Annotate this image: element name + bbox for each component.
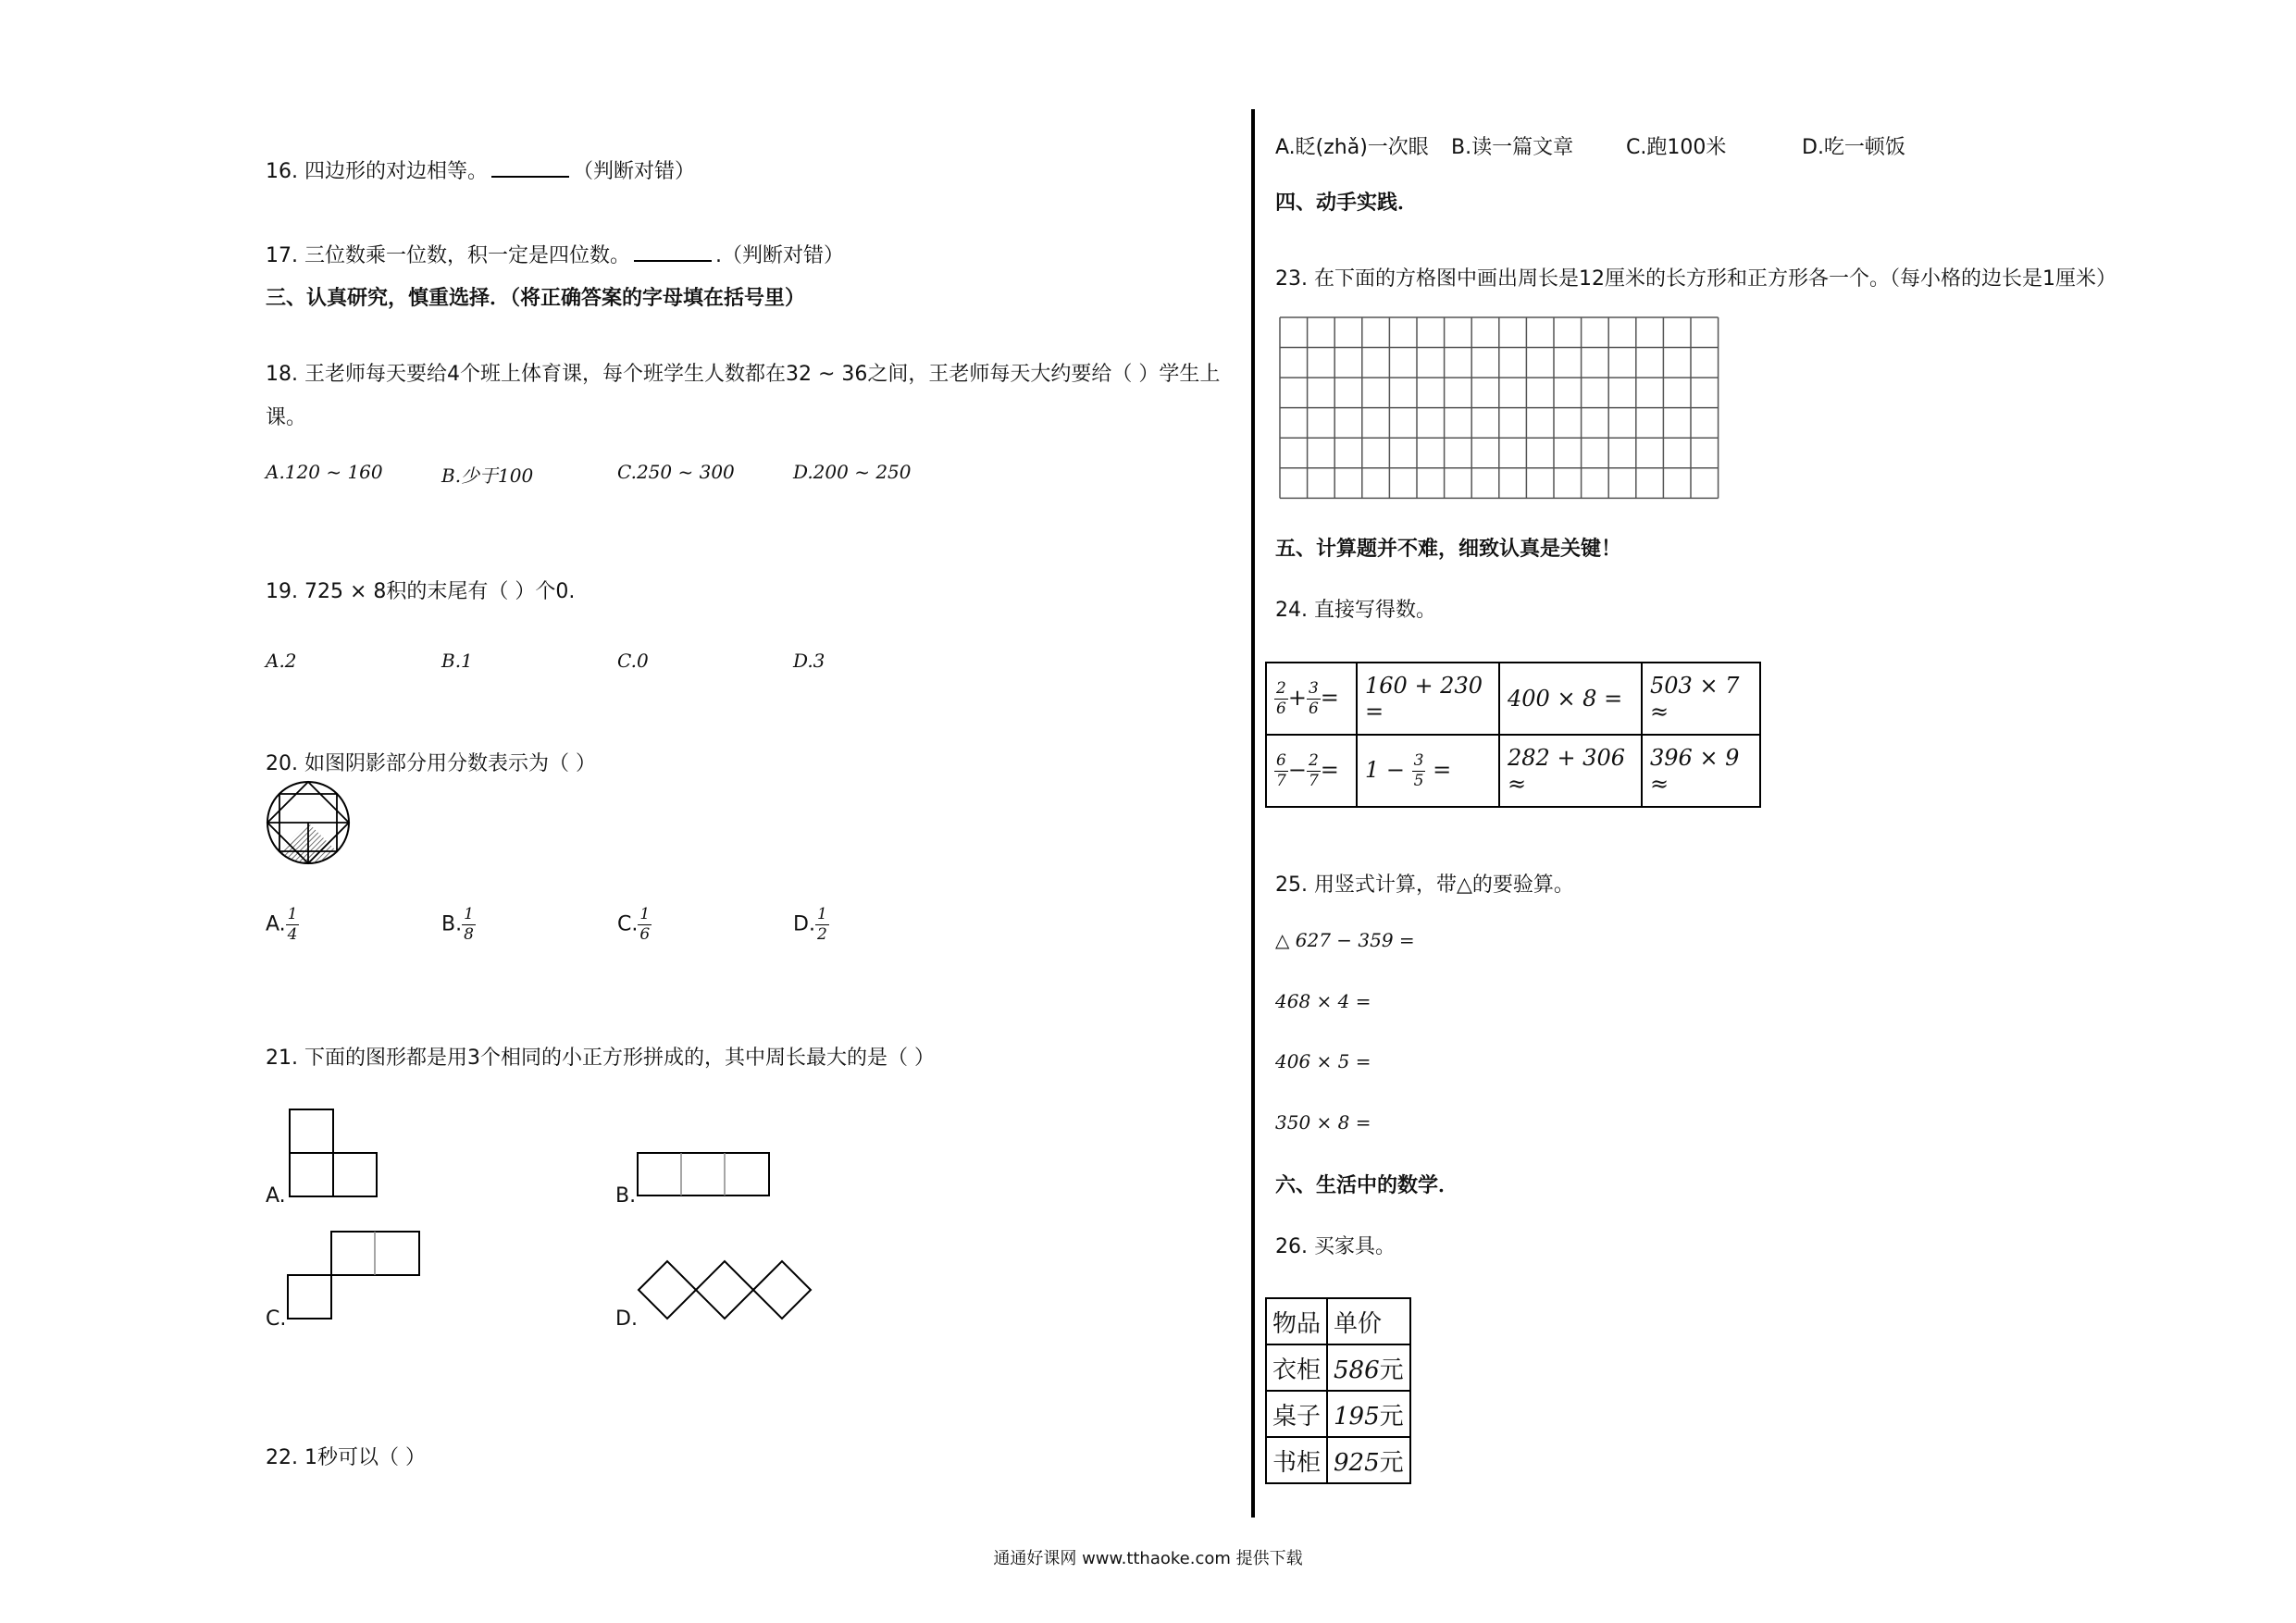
q22-option-a[interactable]: A.眨(zhǎ)一次眼 bbox=[1275, 136, 1429, 159]
question-16 bbox=[266, 155, 695, 184]
price-table-header: 物品 bbox=[1266, 1298, 1327, 1344]
question-17-text: 17. 三位数乘一位数，积一定是四位数。 bbox=[266, 244, 630, 267]
question-22: 22. 1秒可以（ ） bbox=[266, 1446, 426, 1469]
section-3-heading: 三、认真研究，慎重选择．（将正确答案的字母填在括号里） bbox=[266, 287, 806, 310]
furniture-price: 586元 bbox=[1327, 1344, 1410, 1391]
shaded-circle-figure bbox=[266, 780, 351, 865]
q19-option-a[interactable]: A.2 bbox=[266, 650, 297, 672]
section-5-heading: 五、计算题并不难，细致认真是关键！ bbox=[1275, 538, 1622, 561]
question-17-suffix: .（判断对错） bbox=[714, 244, 844, 267]
question-18-line2: 课。 bbox=[266, 406, 307, 429]
section-6-heading: 六、生活中的数学． bbox=[1275, 1174, 1459, 1197]
question-16-suffix: （判断对错） bbox=[572, 160, 695, 183]
question-16-text: 16. 四边形的对边相等。 bbox=[266, 160, 488, 183]
question-21: 21. 下面的图形都是用3个相同的小正方形拼成的，其中周长最大的是（ ） bbox=[266, 1047, 935, 1070]
answer-blank[interactable] bbox=[634, 259, 712, 262]
q22-option-c[interactable]: C.跑100米 bbox=[1626, 136, 1727, 159]
furniture-price-table bbox=[1265, 1297, 1411, 1484]
step-shape-figure bbox=[287, 1231, 422, 1321]
q18-option-c[interactable]: C.250 ~ 300 bbox=[617, 461, 735, 483]
q18-option-d[interactable]: D.200 ~ 250 bbox=[793, 461, 912, 483]
q18-option-b[interactable]: B.少于100 bbox=[441, 465, 534, 487]
calc-cell[interactable]: 160 + 230 = bbox=[1357, 663, 1499, 735]
question-18-line1: 18. 王老师每天要给4个班上体育课，每个班学生人数都在32 ~ 36之间，王老师每天大约要给（ ）学生上 bbox=[266, 363, 1221, 386]
q21-option-b[interactable]: B. bbox=[615, 1184, 637, 1208]
calc-cell[interactable]: 282 + 306 ≈ bbox=[1499, 735, 1642, 807]
question-26: 26. 买家具。 bbox=[1275, 1235, 1396, 1258]
row-shape-figure bbox=[637, 1152, 772, 1198]
square-grid[interactable] bbox=[1279, 316, 1723, 502]
q20-option-c[interactable]: C. $\frac{1}{6}$ bbox=[617, 905, 651, 944]
furniture-price: 195元 bbox=[1327, 1391, 1410, 1437]
question-19: 19. 725 × 8积的末尾有（ ）个0. bbox=[266, 580, 576, 603]
vertical-calc-item: 350 × 8 = bbox=[1275, 1111, 1371, 1134]
l-shape-figure bbox=[289, 1109, 378, 1199]
page-footer: 通通好课网 www.tthaoke.com 提供下载 bbox=[993, 1549, 1303, 1568]
question-20: 20. 如图阴影部分用分数表示为（ ） bbox=[266, 752, 596, 775]
furniture-item: 书柜 bbox=[1266, 1437, 1327, 1483]
calc-cell[interactable]: 1 − $\frac{3}{5}$ = bbox=[1357, 735, 1499, 807]
q19-option-b[interactable]: B.1 bbox=[441, 650, 473, 672]
q18-option-a[interactable]: A.120 ~ 160 bbox=[266, 461, 383, 483]
q21-option-a[interactable]: A. bbox=[266, 1184, 286, 1208]
q20-option-d[interactable]: D. $\frac{1}{2}$ bbox=[793, 905, 827, 944]
column-divider bbox=[1251, 109, 1255, 1518]
vertical-calc-item: △ 627 − 359 = bbox=[1275, 929, 1415, 951]
price-table-header: 单价 bbox=[1327, 1298, 1410, 1344]
q20-option-b[interactable]: B. $\frac{1}{8}$ bbox=[441, 905, 474, 944]
question-23: 23. 在下面的方格图中画出周长是12厘米的长方形和正方形各一个。（每小格的边长是1厘米） bbox=[1275, 267, 2116, 291]
calc-cell[interactable]: 396 × 9 ≈ bbox=[1642, 735, 1760, 807]
q21-option-d[interactable]: D. bbox=[615, 1307, 638, 1331]
diamond-shape-figure bbox=[637, 1258, 822, 1321]
furniture-item: 桌子 bbox=[1266, 1391, 1327, 1437]
q21-option-c[interactable]: C. bbox=[266, 1307, 287, 1331]
furniture-item: 衣柜 bbox=[1266, 1344, 1327, 1391]
calc-cell[interactable]: 400 × 8 = bbox=[1499, 663, 1642, 735]
question-25: 25. 用竖式计算，带△的要验算。 bbox=[1275, 873, 1574, 897]
vertical-calc-item: 406 × 5 = bbox=[1275, 1050, 1371, 1072]
calc-cell[interactable]: 503 × 7 ≈ bbox=[1642, 663, 1760, 735]
q22-option-b[interactable]: B.读一篇文章 bbox=[1451, 136, 1574, 159]
question-17 bbox=[266, 240, 844, 268]
q22-option-d[interactable]: D.吃一顿饭 bbox=[1802, 136, 1905, 159]
vertical-calc-item: 468 × 4 = bbox=[1275, 990, 1371, 1012]
question-24: 24. 直接写得数。 bbox=[1275, 599, 1436, 622]
section-4-heading: 四、动手实践． bbox=[1275, 192, 1419, 215]
q19-option-d[interactable]: D.3 bbox=[793, 650, 825, 672]
mental-math-table bbox=[1265, 662, 1761, 808]
calc-cell[interactable]: $\frac{2}{6}$ + $\frac{3}{6}$ = bbox=[1266, 663, 1357, 735]
calc-cell[interactable]: $\frac{6}{7}$ − $\frac{2}{7}$ = bbox=[1266, 735, 1357, 807]
furniture-price: 925元 bbox=[1327, 1437, 1410, 1483]
q19-option-c[interactable]: C.0 bbox=[617, 650, 649, 672]
answer-blank[interactable] bbox=[491, 175, 569, 178]
q20-option-a[interactable]: A. $\frac{1}{4}$ bbox=[266, 905, 298, 944]
